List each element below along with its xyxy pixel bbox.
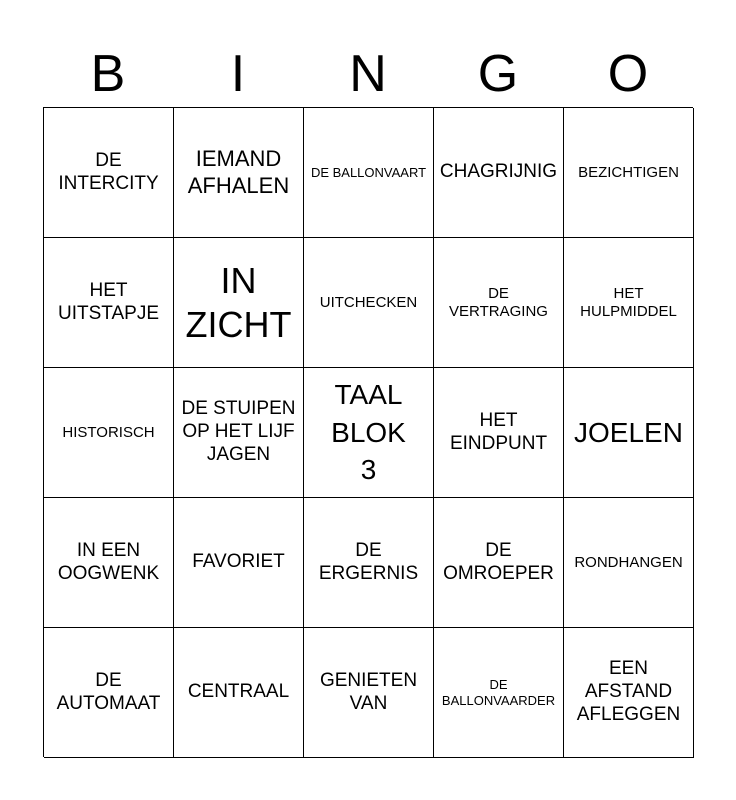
bingo-cell[interactable] (44, 368, 174, 498)
cell-text: HET UITSTAPJE (58, 279, 159, 324)
cell-text: DE VERTRAGING (449, 284, 548, 320)
cell-text: BEZICHTIGEN (578, 163, 679, 181)
cell-text: RONDHANGEN (574, 553, 683, 571)
bingo-cell[interactable] (304, 368, 434, 498)
cell-text: CENTRAAL (187, 681, 290, 703)
bingo-header (43, 40, 693, 108)
bingo-cell[interactable] (434, 498, 564, 628)
bingo-cell[interactable] (44, 108, 174, 238)
bingo-cell[interactable] (434, 108, 564, 238)
bingo-cell[interactable] (44, 628, 174, 758)
bingo-cell[interactable] (174, 498, 304, 628)
bingo-cell[interactable] (564, 368, 694, 498)
bingo-cell[interactable] (174, 628, 304, 758)
header-letter-n: N (349, 45, 387, 103)
bingo-cell[interactable] (564, 628, 694, 758)
bingo-cell[interactable] (304, 498, 434, 628)
cell-text: EEN AFSTAND AFLEGGEN (576, 658, 681, 725)
bingo-cell[interactable] (44, 498, 174, 628)
header-letter-g: G (477, 45, 519, 103)
cell-text: TAAL BLOK 3 (331, 378, 406, 486)
cell-text: DE ERGERNIS (318, 539, 419, 584)
cell-text: IN ZICHT (185, 260, 292, 345)
bingo-grid (43, 107, 693, 757)
bingo-cell[interactable] (434, 628, 564, 758)
header-letter-o: O (607, 45, 649, 103)
bingo-cell[interactable] (304, 238, 434, 368)
cell-text: DE INTERCITY (58, 149, 159, 194)
cell-text: DE OMROEPER (443, 539, 554, 584)
bingo-cell[interactable] (174, 368, 304, 498)
bingo-cell[interactable] (174, 238, 304, 368)
bingo-cell[interactable] (564, 238, 694, 368)
cell-text: DE BALLONVAART (310, 164, 427, 180)
bingo-cell[interactable] (434, 238, 564, 368)
bingo-cell[interactable] (174, 108, 304, 238)
cell-text: HET HULPMIDDEL (580, 284, 677, 320)
header-letter-i: I (230, 45, 246, 103)
bingo-cell[interactable] (564, 108, 694, 238)
cell-text: CHAGRIJNIG (439, 161, 558, 183)
cell-text: DE STUIPEN OP HET LIJF JAGEN (181, 398, 296, 465)
bingo-cell[interactable] (304, 628, 434, 758)
bingo-cell[interactable] (304, 108, 434, 238)
cell-text: IEMAND AFHALEN (187, 146, 290, 198)
bingo-cell[interactable] (44, 238, 174, 368)
header-letter-b: B (90, 45, 126, 103)
cell-text: HISTORISCH (62, 423, 155, 441)
cell-text: GENIETEN VAN (319, 669, 418, 714)
cell-text: IN EEN OOGWENK (57, 539, 160, 584)
cell-text: JOELEN (574, 416, 683, 448)
cell-text: HET EINDPUNT (449, 409, 548, 454)
cell-text: UITCHECKEN (319, 293, 418, 311)
cell-text: DE AUTOMAAT (56, 669, 161, 714)
cell-text: DE BALLONVAARDER (441, 676, 556, 708)
bingo-cell[interactable] (434, 368, 564, 498)
bingo-cell[interactable] (564, 498, 694, 628)
cell-text: FAVORIET (192, 551, 285, 573)
